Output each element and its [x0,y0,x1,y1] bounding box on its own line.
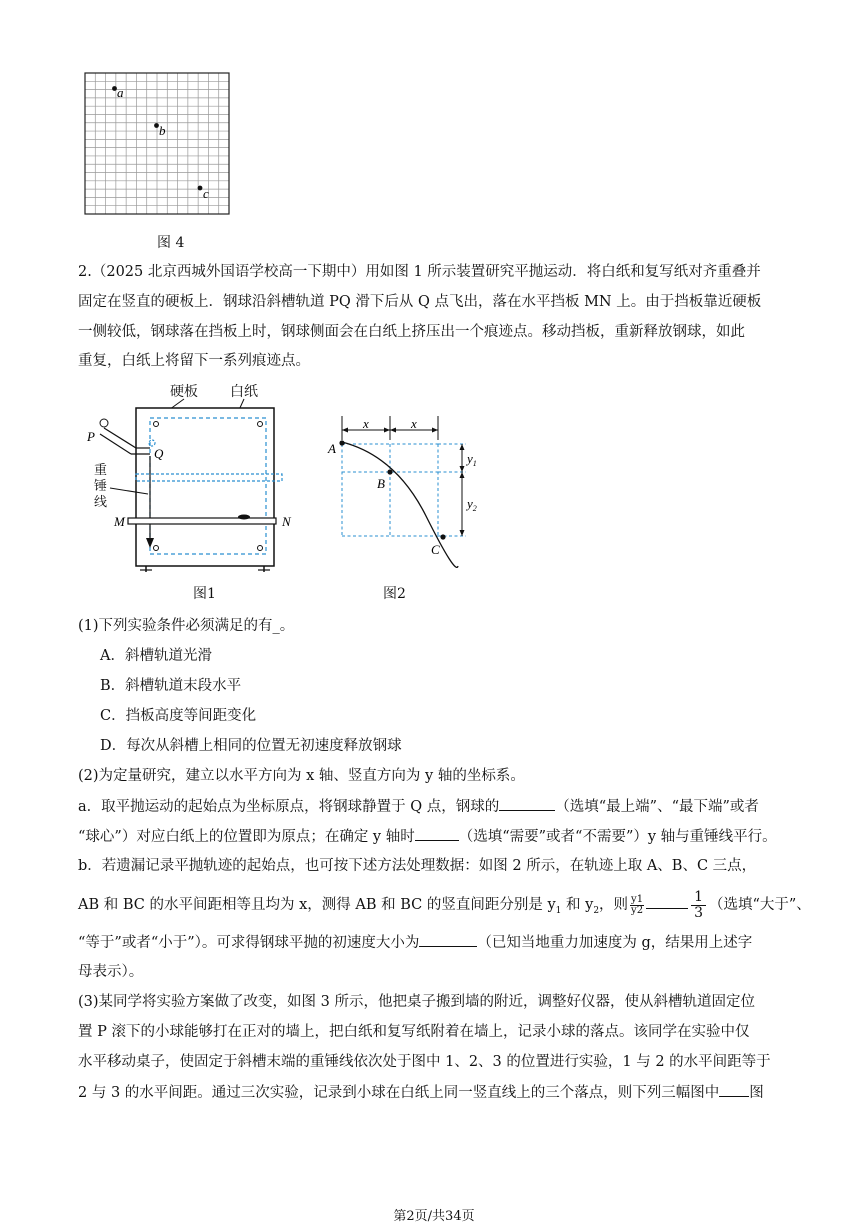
part-2-intro: (2)为定量研究，建立以水平方向为 x 轴、竖直方向为 y 轴的坐标系。 [78,768,525,784]
point-c-label: c [203,186,209,201]
label-N: N [282,514,291,529]
part-2b-line-2-mid: 和 y [561,897,594,913]
figure-2-caption: 图2 [383,586,406,602]
ratio-numerator: y1 [631,893,644,905]
question-number: 2. [78,264,92,280]
label-y2: y [467,496,473,511]
label-board: 硬板 [170,384,198,400]
question-2-stem-line-4: 重复，白纸上将留下一系列痕迹点。 [78,353,310,369]
label-y1: y [467,451,473,466]
part-2b-line-2-post: （选填“大于”、 [708,897,811,913]
part-2a-line-1 [78,796,759,817]
part-2a-line-2-post: （选填“需要”或者“不需要”）y 轴与重锤线平行。 [458,829,777,845]
label-C: C [431,542,440,557]
option-B: B．斜槽轨道末段水平 [100,678,242,694]
answer-blank-figure-choice[interactable] [719,1082,749,1097]
figure-4-grid [84,72,234,218]
part-3-line-4 [78,1082,764,1103]
answer-blank-comparison[interactable] [646,894,688,909]
label-Q: Q [154,446,164,461]
part-2b-line-4: 母表示）。 [78,964,144,980]
point-a-label: a [117,85,124,100]
part-2b-line-3-post: （已知当地重力加速度为 g，结果用上述字 [477,935,753,951]
part-2a-line-1-post: （选填“最上端”、“最下端”或者 [555,799,759,815]
stem-text-1: 用如图 1 所示装置研究平抛运动．将白纸和复写纸对齐重叠并 [365,264,761,280]
figure-1-apparatus [84,376,294,572]
fraction-denominator: 3 [694,904,703,921]
part-2b-line-3 [78,932,752,953]
label-A: A [328,441,336,456]
part-2b-line-2: AB 和 BC 的水平间距相等且均为 x，测得 AB 和 BC 的竖直间距分别是 $y_1$ 和 $y_2$，则 $\frac{y1}{y2}$ $\frac{1}{3}$ （选填“大于”、 [78,888,811,921]
label-plumb-3: 线 [94,495,108,510]
label-y1-sub: 1 [472,459,477,468]
question-2-stem-line-2: 固定在竖直的硬板上．钢球沿斜槽轨道 PQ 滑下后从 Q 点飞出，落在水平挡板 MN 上。由于挡板靠近硬板 [78,294,762,310]
part-2b-line-1: b．若遗漏记录平抛轨迹的起始点，也可按下述方法处理数据：如图 2 所示，在轨迹上取 A、B、C 三点， [78,858,757,874]
label-y2-sub: 2 [472,504,477,513]
option-D: D．每次从斜槽上相同的位置无初速度释放钢球 [100,738,402,754]
svg-text:y1 [465,451,477,468]
question-2-stem-line-3: 一侧较低，钢球落在挡板上时，钢球侧面会在白纸上挤压出一个痕迹点。移动挡板，重新释放钢球，如此 [78,324,745,340]
part-2a-line-2-pre: “球心”）对应白纸上的位置即为原点；在确定 y 轴时 [78,829,415,845]
page-footer: 第2页/共34页 [393,1209,475,1224]
figure-2-trajectory [326,416,486,568]
point-C [440,534,445,539]
answer-blank-ball-position[interactable] [499,796,555,811]
label-M: M [114,514,125,529]
figure-4-caption: 图 4 [157,235,185,251]
part-2a-line-2 [78,826,777,847]
answer-blank-y-axis[interactable] [415,826,459,841]
question-source: （2025 北京西城外国语学校高一下期中） [91,264,366,280]
part-2b-line-2-pre: AB 和 BC 的水平间距相等且均为 x，测得 AB 和 BC 的竖直间距分别是 y [78,897,556,913]
part-3-line-2: 置 P 滚下的小球能够打在正对的墙上，把白纸和复写纸附着在墙上，记录小球的落点。该同学在实验中仅 [78,1024,750,1040]
part-2b-line-2-then: ，则 [599,897,629,913]
fraction-numerator: 1 [691,890,706,906]
point-c [198,186,203,191]
label-B: B [377,476,385,491]
ratio-y1-y2 [630,895,644,916]
part-2b-line-3-pre: “等于”或者“小于”）。可求得钢球平抛的初速度大小为 [78,935,420,951]
option-A: A．斜槽轨道光滑 [100,648,212,664]
figure-1-caption: 图1 [193,586,216,602]
label-plumb-2: 锤 [94,479,108,494]
question-2-stem-line-1 [78,262,761,282]
point-b-label: b [159,123,166,138]
part-2a-line-1-pre: a．取平抛运动的起始点为坐标原点，将钢球静置于 Q 点，钢球的 [78,799,500,815]
ratio-denominator: y2 [631,904,644,916]
label-P: P [87,429,95,444]
part-1-prompt: (1)下列实验条件必须满足的有_。 [78,618,295,634]
svg-text:y2 [465,496,477,513]
option-C: C．挡板高度等间距变化 [100,708,257,724]
answer-blank-initial-velocity[interactable] [419,932,477,947]
label-x-2: x [411,416,417,431]
part-3-line-1: (3)某同学将实验方案做了改变，如图 3 所示，他把桌子搬到墙的附近，调整好仪器，使从斜槽轨道固定位 [78,994,755,1010]
part-3-line-3: 水平移动桌子，使固定于斜槽末端的重锤线依次处于图中 1、2、3 的位置进行实验，1 与 2 的水平间距等于 [78,1054,771,1070]
part-3-line-4-post: 图 [749,1085,764,1101]
label-plumb-1: 重 [94,463,108,478]
label-x-1: x [363,416,369,431]
part-3-line-4-pre: 2 与 3 的水平间距。通过三次实验，记录到小球在白纸上同一竖直线上的三个落点，则下列三幅图中 [78,1085,720,1101]
point-A [339,440,344,445]
fraction-one-third [691,890,706,921]
label-paper: 白纸 [230,384,258,400]
point-B [387,469,392,474]
